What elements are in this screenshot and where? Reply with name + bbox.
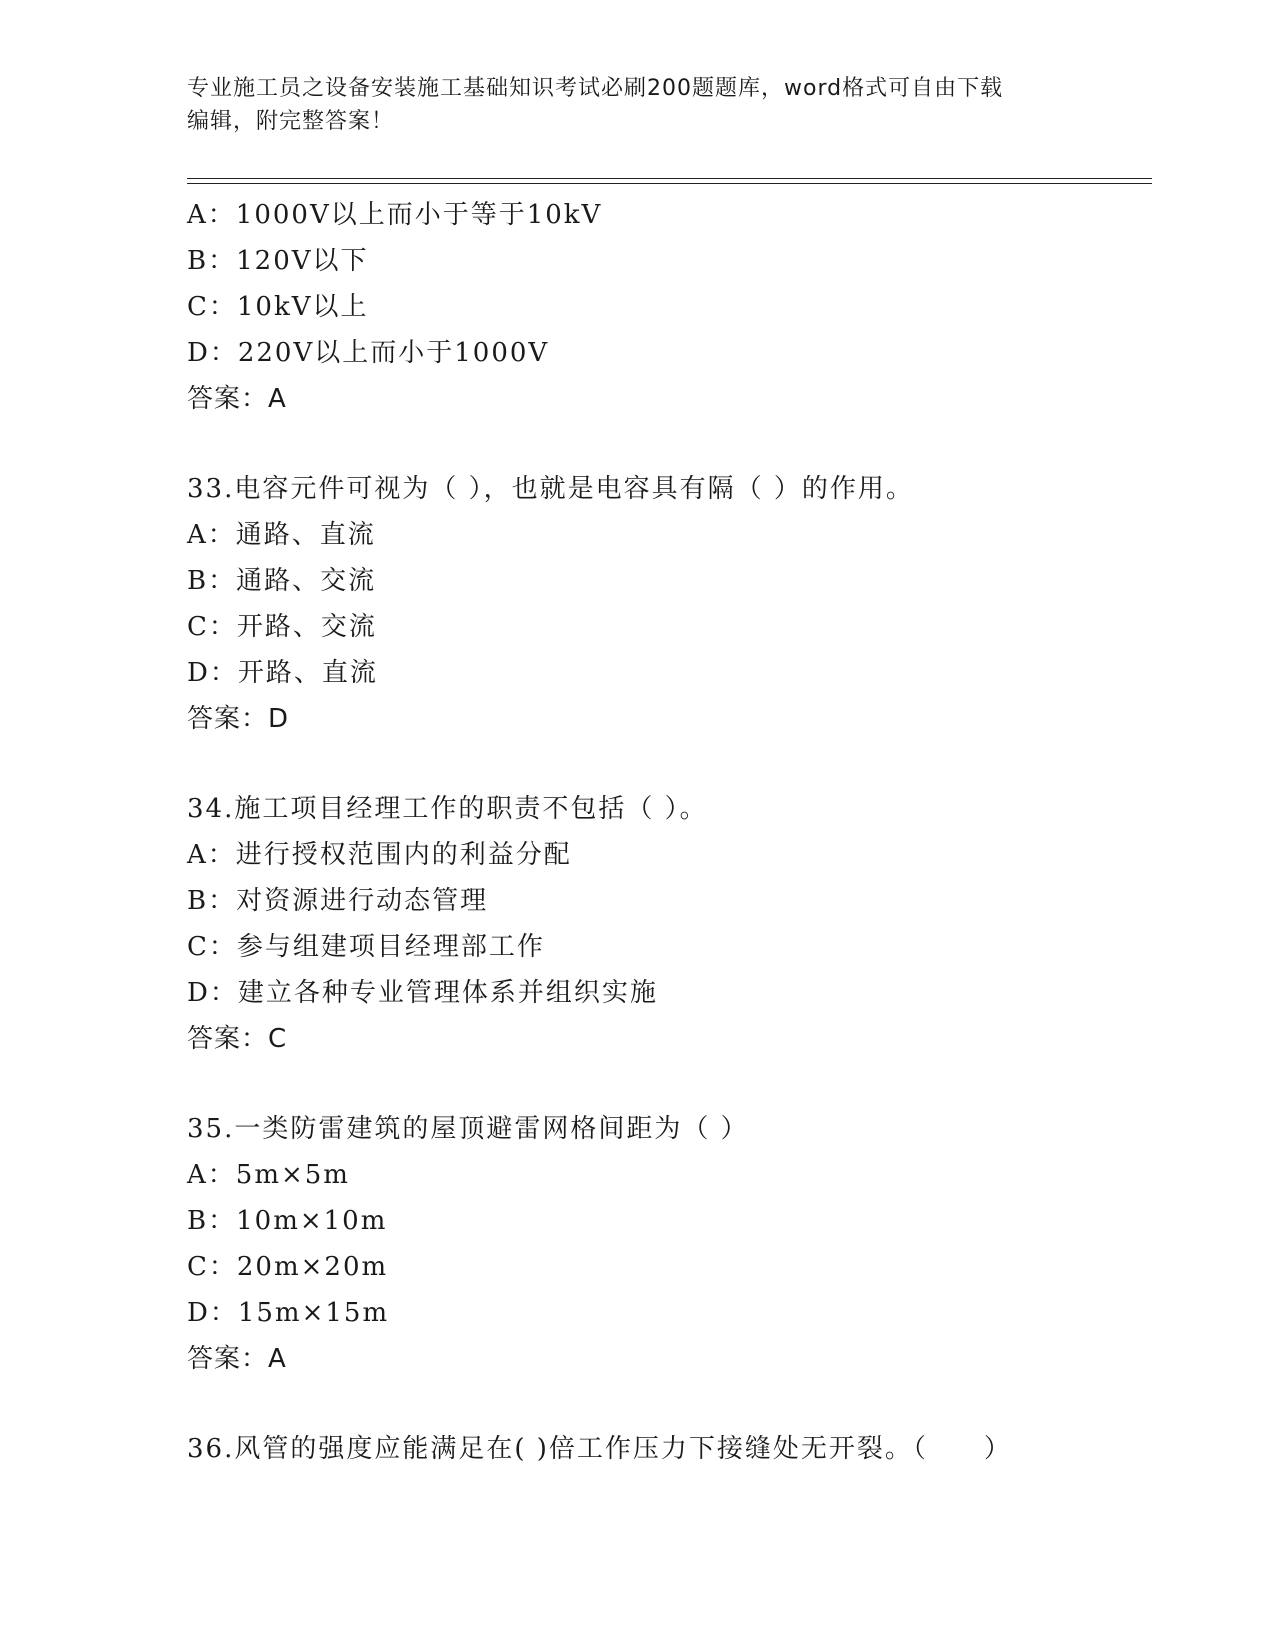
option-c: C：参与组建项目经理部工作 bbox=[187, 932, 545, 962]
spacer bbox=[187, 1382, 1147, 1426]
answer: 答案：A bbox=[187, 1344, 287, 1374]
option-b: B：通路、交流 bbox=[187, 566, 377, 596]
option-d: D：开路、直流 bbox=[187, 658, 378, 688]
document-header bbox=[187, 72, 1067, 138]
header-line-1: 专业施工员之设备安装施工基础知识考试必刷200题题库，word格式可自由下载 bbox=[187, 76, 1004, 101]
option-a: A：通路、直流 bbox=[187, 520, 376, 550]
option-b: B：对资源进行动态管理 bbox=[187, 886, 489, 916]
option-d: D：15m×15m bbox=[187, 1298, 390, 1328]
header-line-2: 编辑，附完整答案！ bbox=[187, 109, 395, 134]
header-rule-bottom bbox=[187, 183, 1152, 184]
option-c: C：20m×20m bbox=[187, 1252, 389, 1282]
answer: 答案：A bbox=[187, 384, 287, 414]
question-36-block bbox=[187, 1426, 1147, 1472]
answer: 答案：D bbox=[187, 704, 290, 734]
question-32-block bbox=[187, 192, 1147, 422]
option-c: C：开路、交流 bbox=[187, 612, 377, 642]
option-b: B：10m×10m bbox=[187, 1206, 388, 1236]
option-d: D：220V以上而小于1000V bbox=[187, 338, 550, 368]
option-d: D：建立各种专业管理体系并组织实施 bbox=[187, 978, 658, 1008]
spacer bbox=[187, 422, 1147, 466]
question-stem: 35.一类防雷建筑的屋顶避雷网格间距为（ ） bbox=[187, 1114, 749, 1144]
option-c: C：10kV以上 bbox=[187, 292, 369, 322]
option-a: A：5m×5m bbox=[187, 1160, 350, 1190]
option-a: A：1000V以上而小于等于10kV bbox=[187, 200, 603, 230]
question-stem: 34.施工项目经理工作的职责不包括（ ）。 bbox=[187, 794, 708, 824]
question-stem: 36.风管的强度应能满足在( )倍工作压力下接缝处无开裂。（ ） bbox=[187, 1434, 1012, 1464]
option-b: B：120V以下 bbox=[187, 246, 369, 276]
spacer bbox=[187, 1062, 1147, 1106]
option-a: A：进行授权范围内的利益分配 bbox=[187, 840, 572, 870]
question-34-block bbox=[187, 786, 1147, 1062]
spacer bbox=[187, 742, 1147, 786]
question-35-block bbox=[187, 1106, 1147, 1382]
question-list bbox=[187, 192, 1147, 1472]
answer: 答案：C bbox=[187, 1024, 288, 1054]
question-stem: 33.电容元件可视为（ ），也就是电容具有隔（ ）的作用。 bbox=[187, 474, 914, 504]
question-33-block bbox=[187, 466, 1147, 742]
header-rule-top bbox=[187, 178, 1152, 179]
